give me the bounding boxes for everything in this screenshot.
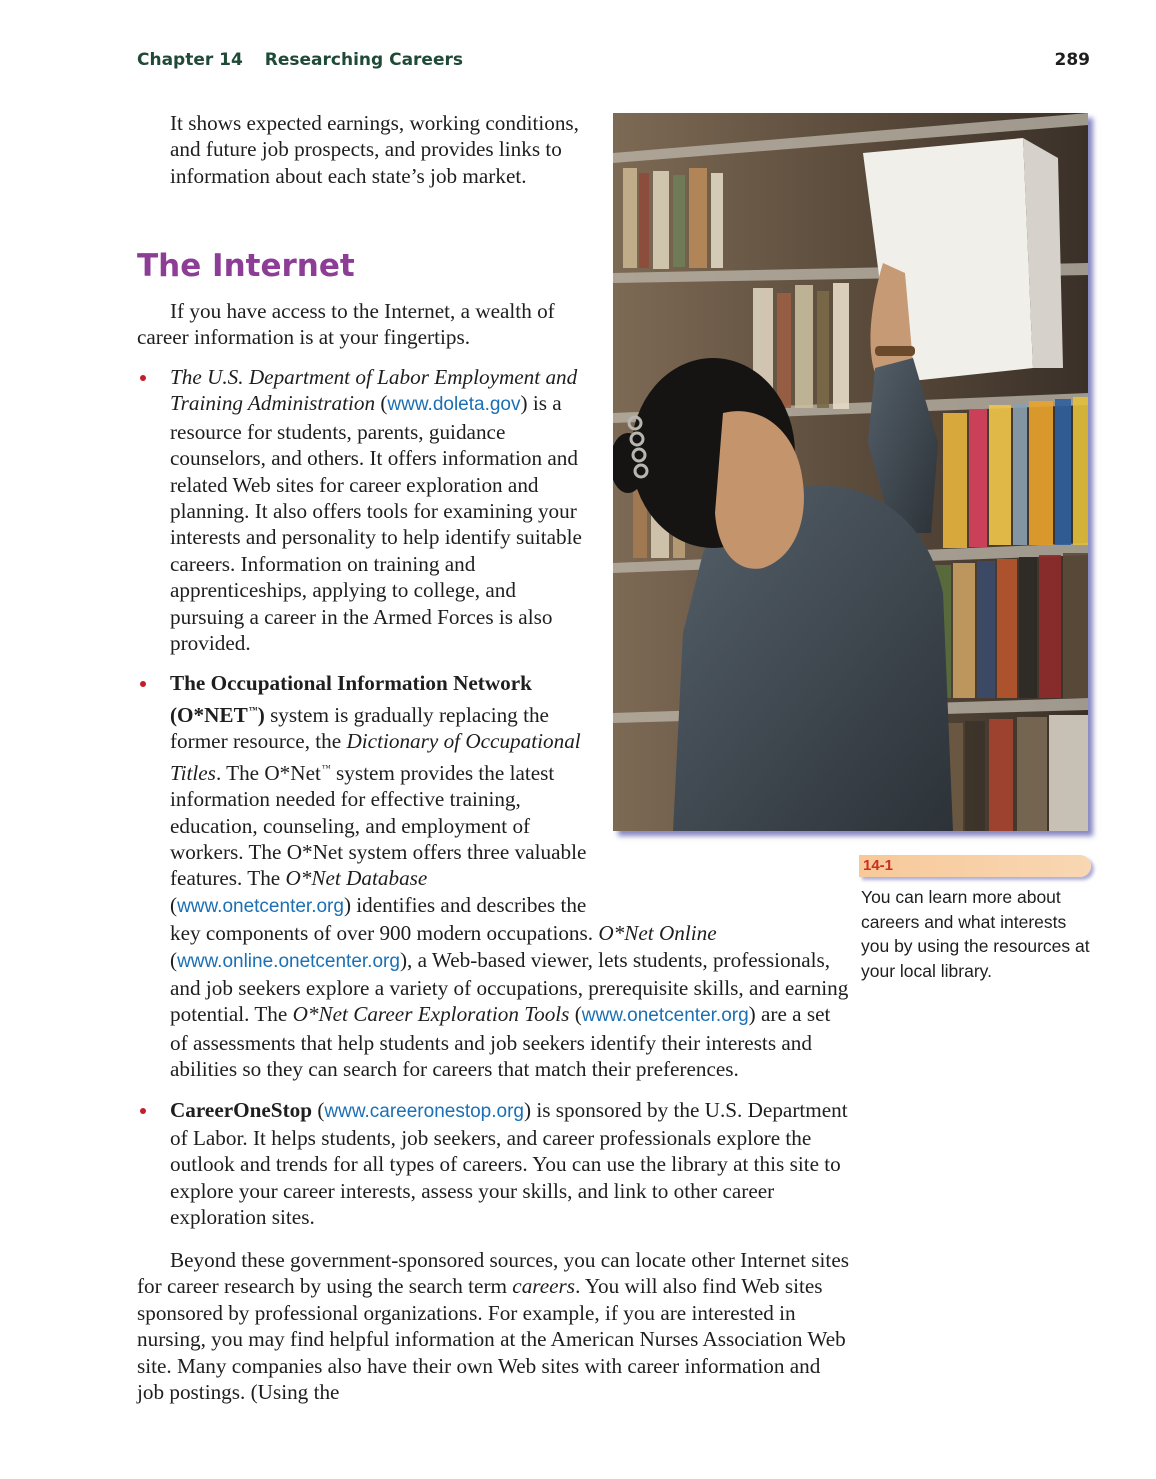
library-photo-illustration [613, 113, 1088, 831]
onet-title: The Occupational Information Network (O*NET™) [170, 671, 532, 727]
careeronestop-title: CareerOneStop [170, 1097, 313, 1122]
onet-text-5: ), a Web-based viewer, lets students, professionals, and job seekers explore a variety of occupations, prerequisite skills, and earning potential. The [170, 947, 849, 1027]
onet-text-1: system is gradually replacing the former resource, the [170, 702, 549, 754]
lead-paragraph: It shows expected earnings, working conditions, and future job prospects, and provides links to information about each state’s job market. [170, 111, 579, 188]
onet-text-6: ) are a set of assessments that help students and job seekers identify their interests and abilities so they can search for careers that match their preferences. [170, 1002, 831, 1082]
figure-caption: You can learn more about careers and what interests you by using the resources at your local library. [861, 887, 1090, 981]
search-term: careers [512, 1274, 576, 1299]
list-item-onet: The Occupational Information Network (O*NET™) system is gradually replacing the former resource, the Dictionary of Occupational Titles. The O*Net™ system provides the latest information needed for effective training, education, counseling, and employment of workers. The O*Net system offers three valuable features. The O*Net Database (www.onetcenter.org) identifies and describes the key components of over 900 modern occupations. O*Net Online (www.online.onetcenter.org), a Web-based viewer, lets students, professionals, and job seekers explore a variety of occupations, prerequisite skills, and earning potential. The O*Net Career Exploration Tools (www.onetcenter.org) are a set of assessments that help students and job seekers identify their interests and abilities so they can search for careers that match their preferences. [137, 670, 849, 1082]
dot-title: Dictionary of Occupational Titles [170, 729, 581, 785]
onet-text-3: system provides the latest information needed for effective training, education, counseling, and employment of workers. The O*Net system offers three valuable features. The [170, 760, 587, 891]
running-head [137, 50, 1090, 70]
onet-database-name: O*Net Database [285, 866, 428, 891]
list-item-doleta: The U.S. Department of Labor Employment and Training Administration (www.doleta.gov) is a resource for students, parents, guidance counselors, and others. It offers information and related Web sites for career exploration and planning. It also offers tools for examining your interests and personality to help identify suitable careers. Information on training and apprenticeships, applying to college, and pursuing a career in the Armed Forces is also provided. [137, 364, 849, 656]
onet-database-link[interactable]: www.onetcenter.org [177, 895, 344, 917]
chapter-label: Chapter 14 [137, 50, 243, 70]
doleta-link[interactable]: www.doleta.gov [387, 394, 521, 416]
onet-tools-link[interactable]: www.onetcenter.org [581, 1005, 749, 1027]
list-item-careeronestop: CareerOneStop (www.careeronestop.org) is sponsored by the U.S. Department of Labor. It helps students, job seekers, and career professionals explore the outlook and trends for all types of careers. You can use the library at this site to explore your career interests, assess your skills, and link to other career exploration sites. [137, 1097, 849, 1231]
careeronestop-text: ) is sponsored by the U.S. Department of Labor. It helps students, job seekers, and career professionals explore the outlook and trends for all types of careers. You can use the library at this site to explore your career interests, assess your skills, and link to other career exploration sites. [170, 1097, 848, 1230]
onet-tools-name: O*Net Career Exploration Tools [292, 1002, 570, 1027]
figure-number-tab: 14-1 [859, 855, 1091, 877]
section-heading: The Internet [137, 248, 355, 284]
onet-online-link[interactable]: www.online.onetcenter.org [177, 950, 400, 972]
intro-paragraph: If you have access to the Internet, a wealth of career information is at your fingertips. [137, 299, 555, 350]
tm-mark: ™ [321, 762, 331, 773]
careeronestop-link[interactable]: www.careeronestop.org [324, 1100, 524, 1122]
doleta-title: The U.S. Department of Labor Employment and Training Administration [170, 365, 578, 416]
onet-online-name: O*Net Online [598, 921, 717, 946]
chapter-title: Researching Careers [264, 50, 463, 70]
doleta-text: ) is a resource for students, parents, guidance counselors, and others. It offers information and related Web sites for career exploration and planning. It also offers tools for examining your interests and personality to help identify suitable careers. Information on training and apprenticeships, applying to college, and pursuing a career in the Armed Forces is also provided. [170, 391, 582, 656]
onet-text-4: ) identifies and describes the key components of over 900 modern occupations. [170, 892, 599, 946]
closing-paragraph: Beyond these government-sponsored sources, you can locate other Internet sites for career research by using the search term careers. You will also find Web sites sponsored by professional organizations. For example, if you are interested in nursing, you may find helpful information at the American Nurses Association Web site. Many companies also have their own Web sites with career information and job postings. (Using the [137, 1248, 849, 1405]
page-number: 289 [1054, 50, 1090, 70]
onet-text-2: . The O*Net [215, 760, 321, 785]
library-photo [613, 113, 1088, 831]
